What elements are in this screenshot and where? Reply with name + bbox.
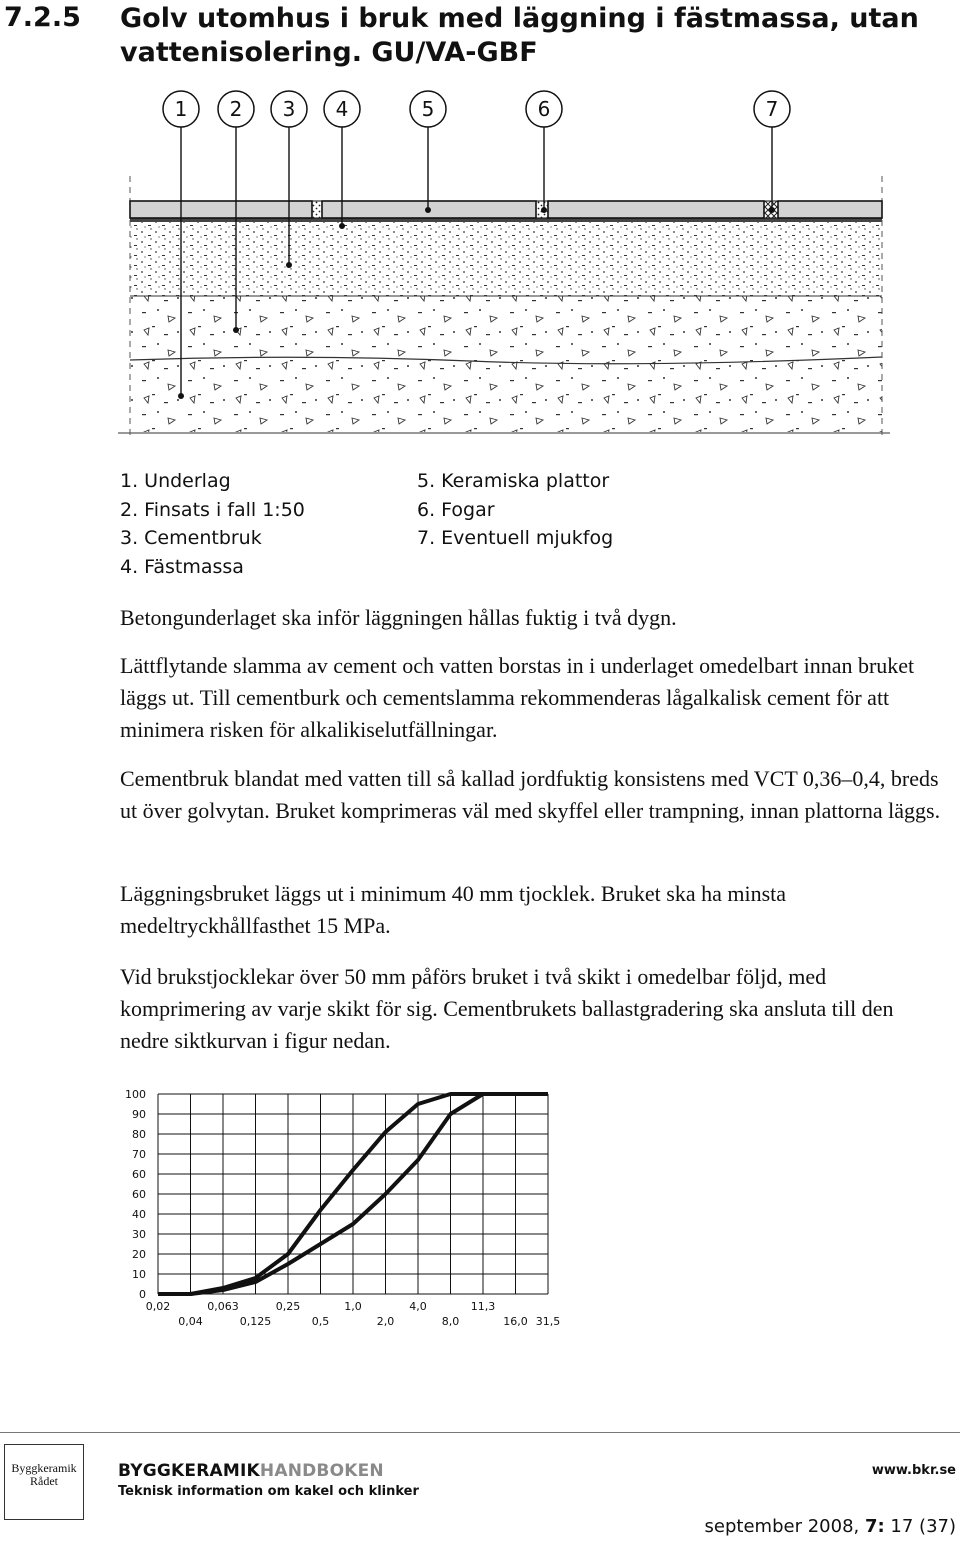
footer-divider (0, 1432, 960, 1433)
x-tick-label: 0,25 (275, 1300, 301, 1313)
y-tick-label: 60 (132, 1168, 146, 1181)
paragraph: Lättflytande slamma av cement och vatten borstas in i underlaget omedelbart innan bruket läggs ut. Till cementburk och cementslamma rekommenderas lågalkalisk cement för att minimera risken för alkalikiselutfällningar. (120, 653, 915, 742)
cementbruk-layer (130, 222, 882, 296)
grading-curve-chart (0, 1080, 560, 1340)
x-tick-label: 0,125 (239, 1315, 272, 1328)
handbook-brand (118, 1461, 384, 1481)
y-tick-label: 40 (132, 1208, 146, 1221)
logo-line1: Byggkeramik (11, 1461, 77, 1475)
handbook-subtitle: Teknisk information om kakel och klinker (118, 1484, 419, 1499)
y-tick-label: 0 (139, 1288, 146, 1301)
x-tick-label: 31,5 (535, 1315, 560, 1328)
page-chapter: 7: (864, 1516, 885, 1537)
legend-item: 6. Fogar (417, 498, 495, 521)
y-tick-label: 20 (132, 1248, 146, 1261)
y-tick-label: 70 (132, 1148, 146, 1161)
chart-grid (158, 1094, 548, 1294)
finsats-layer (130, 296, 882, 358)
callout-2: 2 (229, 97, 243, 121)
brand-part2: HANDBOKEN (259, 1461, 384, 1481)
callout-3: 3 (282, 97, 296, 121)
paragraph: Vid brukstjocklekar över 50 mm påförs bruket i två skikt i omedelbar följd, med komprimering av varje skikt för sig. Cementbrukets ballastgradering ska ansluta till den nedre siktkurvan i figur nedan. (120, 964, 894, 1053)
legend-item: 2. Finsats i fall 1:50 (120, 498, 305, 521)
y-tick-label: 80 (132, 1128, 146, 1141)
x-tick-label: 2,0 (376, 1315, 395, 1328)
legend-item: 7. Eventuell mjukfog (417, 527, 614, 549)
legend-item: 3. Cementbruk (120, 527, 262, 549)
paragraph: Betongunderlaget ska inför läggningen hållas fuktig i två dygn. (120, 605, 677, 630)
x-tick-label: 4,0 (409, 1300, 427, 1313)
section-number: 7.2.5 (4, 2, 81, 33)
page-footer (690, 1516, 956, 1537)
paragraph: Cementbruk blandat med vatten till så kallad jordfuktig konsistens med VCT 0,36–0,4, breds ut över golvytan. Bruket komprimeras väl med skyffel eller trampning, innan plattorna läggs. (120, 766, 941, 823)
brand-part1: BYGGKERAMIK (118, 1461, 260, 1481)
x-tick-label: 0,04 (178, 1315, 203, 1328)
callout-7: 7 (765, 97, 779, 121)
floor-cross-section-figure (0, 80, 960, 460)
x-tick-labels (146, 1300, 560, 1328)
legend-left (120, 467, 305, 581)
x-tick-label: 11,3 (470, 1300, 496, 1313)
legend-item: 5. Keramiska plattor (417, 470, 610, 492)
page-number: 17 (37) (884, 1516, 956, 1537)
logo-line2: Rådet (30, 1474, 58, 1488)
y-tick-label: 60 (132, 1188, 146, 1201)
tile (548, 201, 764, 218)
logo-text (8, 1462, 80, 1488)
callout-4: 4 (335, 97, 349, 121)
legend-item: 1. Underlag (120, 470, 231, 492)
callout-6: 6 (537, 97, 551, 121)
x-tick-label: 0,02 (145, 1300, 171, 1313)
y-tick-label: 90 (132, 1108, 146, 1121)
x-tick-label: 16,0 (503, 1315, 528, 1328)
legend-item: 4. Fästmassa (120, 555, 244, 578)
tile (130, 201, 312, 218)
page-date: september 2008, (704, 1516, 865, 1537)
x-tick-label: 0,5 (311, 1315, 330, 1328)
website-link[interactable]: www.bkr.se (871, 1463, 956, 1478)
callout-1: 1 (174, 97, 188, 121)
paragraph: Läggningsbruket läggs ut i minimum 40 mm tjocklek. Bruket ska ha minsta medeltryckhållfasthet 15 MPa. (120, 881, 787, 938)
tile (778, 201, 882, 218)
callout-5: 5 (421, 97, 435, 121)
grout-joint (312, 201, 322, 218)
y-tick-label: 30 (132, 1228, 146, 1241)
x-tick-label: 1,0 (344, 1300, 362, 1313)
y-tick-labels (125, 1088, 146, 1301)
x-tick-label: 8,0 (441, 1315, 460, 1328)
y-tick-label: 10 (132, 1268, 146, 1281)
x-tick-label: 0,063 (207, 1300, 239, 1313)
y-tick-label: 100 (125, 1088, 146, 1101)
underlag-layer (130, 360, 882, 432)
section-title: Golv utomhus i bruk med läggning i fästmassa, utan vattenisolering. GU/VA-GBF (120, 3, 919, 68)
legend-right (417, 467, 613, 553)
